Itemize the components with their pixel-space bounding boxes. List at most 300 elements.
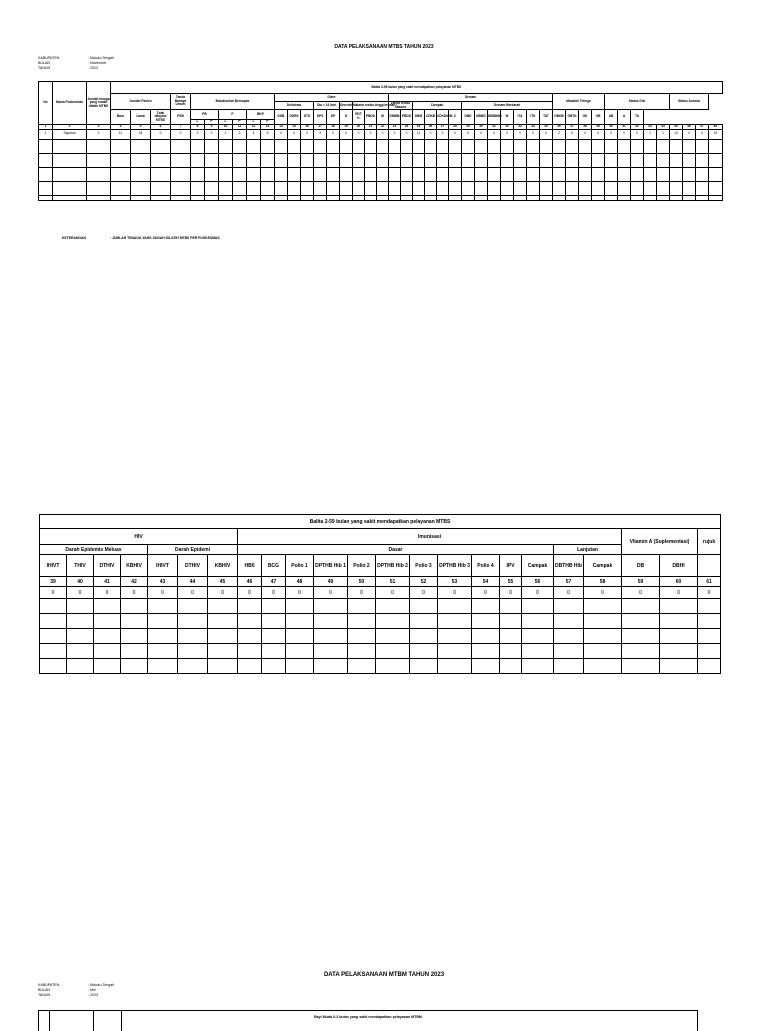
column-number: 6 — [151, 124, 171, 129]
column-number: 4 — [111, 124, 131, 129]
data-cell: 0 — [171, 129, 191, 139]
column-number: 22 — [377, 124, 389, 129]
column-number: 42 — [121, 577, 148, 587]
column-number: 46 — [238, 577, 262, 587]
empty-cell — [584, 659, 622, 674]
subheader-lp: L — [219, 120, 233, 125]
column-number: 59 — [622, 577, 660, 587]
empty-cell — [449, 139, 462, 153]
data-cell: 19 — [709, 129, 723, 139]
column-number: 48 — [286, 577, 314, 587]
col-no: No — [39, 82, 53, 125]
empty-cell — [261, 139, 275, 153]
data-cell: 0 — [401, 129, 413, 139]
meta-value: : Mei — [88, 988, 96, 992]
header-rujuk: rujuk — [698, 529, 721, 555]
header-pb: PB — [191, 110, 219, 120]
empty-cell — [584, 614, 622, 629]
meta-label: TAHUN — [38, 66, 51, 70]
header-darah-epidemi: Darah Epidemi — [148, 545, 238, 555]
column-header: IHIVT — [40, 555, 67, 577]
column-number: 43 — [148, 577, 178, 587]
empty-cell — [40, 659, 67, 674]
empty-cell — [401, 167, 413, 181]
empty-cell — [644, 153, 657, 167]
column-number: 53 — [438, 577, 472, 587]
empty-cell — [353, 167, 365, 181]
empty-cell — [553, 167, 566, 181]
empty-cell — [94, 629, 121, 644]
empty-cell — [219, 167, 233, 181]
data-cell: 0 — [327, 129, 340, 139]
header-diare: Diare — [275, 94, 389, 102]
subheader-cell: GK — [579, 110, 592, 125]
subheader-cell: TAT — [540, 110, 553, 125]
empty-cell — [314, 167, 327, 181]
empty-cell — [462, 195, 475, 200]
empty-cell — [131, 167, 151, 181]
empty-cell — [148, 629, 178, 644]
table-row — [40, 587, 721, 599]
column-number: 54 — [472, 577, 500, 587]
column-number: 35 — [540, 124, 553, 129]
empty-cell — [389, 153, 401, 167]
column-header: Polio 1 — [286, 555, 314, 577]
empty-cell — [438, 659, 472, 674]
subheader-cell: DBD — [462, 110, 475, 125]
empty-cell — [554, 644, 584, 659]
data-cell: 0 — [340, 129, 353, 139]
empty-cell — [644, 167, 657, 181]
empty-cell — [660, 659, 698, 674]
empty-cell — [488, 139, 501, 153]
empty-cell — [286, 629, 314, 644]
column-number: 3 — [87, 124, 111, 129]
empty-cell — [191, 181, 205, 195]
data-cell: 0 — [288, 129, 301, 139]
empty-cell — [413, 181, 425, 195]
empty-cell — [275, 167, 288, 181]
empty-cell — [592, 153, 605, 167]
empty-cell — [660, 599, 698, 614]
data-cell: 0 — [618, 129, 631, 139]
empty-cell — [670, 181, 683, 195]
empty-cell — [683, 181, 696, 195]
subheader-cell: DTD — [301, 110, 314, 125]
data-cell: 0 — [121, 587, 148, 599]
column-number: 51 — [376, 577, 410, 587]
data-cell: 11 — [413, 129, 425, 139]
empty-cell — [111, 181, 131, 195]
empty-cell — [540, 181, 553, 195]
empty-cell — [67, 644, 94, 659]
empty-cell — [314, 614, 348, 629]
subheader-cell: MDBD — [475, 110, 488, 125]
column-header: KBHIV — [208, 555, 238, 577]
empty-cell — [709, 195, 723, 200]
column-number: 12 — [247, 124, 261, 129]
empty-cell — [39, 153, 53, 167]
column-number: 52 — [410, 577, 438, 587]
column-header: IHIVT — [148, 555, 178, 577]
header-imunisasi: Imunisasi — [238, 529, 622, 545]
empty-cell — [605, 195, 618, 200]
empty-cell — [644, 195, 657, 200]
empty-cell — [94, 644, 121, 659]
empty-cell — [605, 139, 618, 153]
column-header: DBTHB Hib — [554, 555, 584, 577]
empty-cell — [657, 139, 670, 153]
empty-cell — [437, 181, 449, 195]
data-cell: 0 — [683, 129, 696, 139]
empty-cell — [501, 195, 514, 200]
subheader-cell: ITA — [514, 110, 527, 125]
empty-cell — [413, 167, 425, 181]
empty-cell — [618, 139, 631, 153]
empty-cell — [301, 139, 314, 153]
empty-cell — [553, 153, 566, 167]
data-cell: 0 — [205, 129, 219, 139]
empty-cell — [262, 644, 286, 659]
empty-cell — [365, 153, 377, 167]
column-number: 13 — [261, 124, 275, 129]
data-cell: 0 — [348, 587, 376, 599]
empty-cell — [208, 629, 238, 644]
empty-cell — [288, 181, 301, 195]
empty-cell — [657, 167, 670, 181]
data-cell: 0 — [87, 129, 111, 139]
empty-cell — [261, 167, 275, 181]
header-malaria: Malaria resiko tinggi/rendah — [353, 102, 389, 110]
empty-cell — [40, 614, 67, 629]
empty-cell — [622, 659, 660, 674]
empty-cell — [683, 139, 696, 153]
table-row-empty — [40, 644, 721, 659]
empty-cell — [275, 153, 288, 167]
meta-value: : 2023 — [88, 66, 98, 70]
empty-cell — [618, 167, 631, 181]
header-psb: PSB — [171, 110, 191, 125]
empty-cell — [437, 195, 449, 200]
column-number: 60 — [660, 577, 698, 587]
column-header: BCG — [262, 555, 286, 577]
empty-cell — [94, 659, 121, 674]
empty-cell — [205, 153, 219, 167]
column-number: 39 — [592, 124, 605, 129]
empty-cell — [111, 139, 131, 153]
header-tanda-bahaya: Tanda Bahaya Umum — [171, 94, 191, 110]
column-number: 29 — [462, 124, 475, 129]
empty-cell — [462, 139, 475, 153]
empty-cell — [438, 614, 472, 629]
data-cell: 11 — [111, 129, 131, 139]
empty-cell — [301, 153, 314, 167]
empty-cell — [579, 139, 592, 153]
column-number: 21 — [365, 124, 377, 129]
column-number: 48 — [709, 124, 723, 129]
subheader-cell: A — [618, 110, 631, 125]
empty-cell — [348, 614, 376, 629]
col-jumlah-tenaga: Jumlah tenaga yang sudah dilatih MTBS — [87, 82, 111, 125]
meta-label: KABUPATEN — [38, 983, 60, 987]
header-darah-meluas: Darah Epidemis Meluas — [40, 545, 148, 555]
empty-cell — [644, 181, 657, 195]
empty-cell — [261, 153, 275, 167]
empty-cell — [514, 139, 527, 153]
empty-cell — [566, 181, 579, 195]
empty-cell — [605, 153, 618, 167]
empty-cell — [501, 139, 514, 153]
column-header: DPTHB Hib 1 — [314, 555, 348, 577]
header-batuk: Batuk/sukar Bernapas — [191, 94, 275, 110]
table-row-empty — [39, 167, 723, 181]
data-cell: 0 — [540, 129, 553, 139]
empty-cell — [514, 195, 527, 200]
empty-cell — [377, 153, 389, 167]
data-cell: 3 — [233, 129, 247, 139]
empty-cell — [683, 153, 696, 167]
empty-cell — [553, 195, 566, 200]
subheader-lp: P — [205, 120, 219, 125]
header-masalah-telinga: Masalah Telinga — [553, 94, 605, 110]
empty-cell — [39, 139, 53, 153]
empty-cell — [376, 629, 410, 644]
header-dehidrasi: Dehidrasi — [275, 102, 314, 110]
data-cell: 0 — [438, 587, 472, 599]
meta-label: KABUPATEN — [38, 56, 60, 60]
empty-cell — [683, 195, 696, 200]
empty-cell — [286, 659, 314, 674]
empty-cell — [219, 153, 233, 167]
empty-cell — [410, 614, 438, 629]
empty-cell — [500, 629, 522, 644]
empty-cell — [522, 599, 554, 614]
empty-cell — [410, 629, 438, 644]
column-number: 25 — [413, 124, 425, 129]
empty-cell — [151, 181, 171, 195]
empty-cell — [238, 659, 262, 674]
page-title-mtbm: DATA PELAKSANAAN MTBM TAHUN 2023 — [323, 972, 445, 978]
column-number: 16 — [301, 124, 314, 129]
table-row-empty — [39, 153, 723, 167]
header-disentri: Disentri — [340, 102, 353, 110]
empty-cell — [233, 153, 247, 167]
empty-cell — [151, 167, 171, 181]
data-cell: 14 — [670, 129, 683, 139]
empty-cell — [111, 167, 131, 181]
mtbs-table — [38, 81, 723, 201]
column-header: DPTHB Hib 2 — [376, 555, 410, 577]
empty-cell — [438, 629, 472, 644]
empty-cell — [514, 181, 527, 195]
empty-cell — [208, 659, 238, 674]
empty-cell — [540, 195, 553, 200]
data-cell: 0 — [425, 129, 437, 139]
empty-cell — [500, 599, 522, 614]
column-number: 31 — [488, 124, 501, 129]
column-number: 19 — [340, 124, 353, 129]
empty-cell — [605, 181, 618, 195]
empty-cell — [327, 195, 340, 200]
column-header: HB0 — [238, 555, 262, 577]
empty-cell — [425, 139, 437, 153]
empty-cell — [178, 599, 208, 614]
data-cell: 0 — [475, 129, 488, 139]
empty-cell — [111, 195, 131, 200]
column-header: Polio 3 — [410, 555, 438, 577]
empty-cell — [522, 614, 554, 629]
column-header — [698, 555, 721, 577]
data-cell: 0 — [314, 587, 348, 599]
subheader-cell: DDRS — [288, 110, 301, 125]
empty-cell — [698, 629, 721, 644]
empty-cell — [696, 195, 709, 200]
data-cell: 0 — [514, 129, 527, 139]
empty-cell — [171, 139, 191, 153]
empty-cell — [566, 167, 579, 181]
report-meta-mtbm — [38, 983, 114, 998]
data-cell: 0 — [500, 587, 522, 599]
empty-cell — [171, 167, 191, 181]
column-header: KBHIV — [121, 555, 148, 577]
data-cell: 0 — [660, 587, 698, 599]
empty-cell — [301, 195, 314, 200]
empty-cell — [584, 629, 622, 644]
column-number: 23 — [389, 124, 401, 129]
empty-cell — [53, 139, 87, 153]
empty-cell — [698, 614, 721, 629]
column-number: 10 — [219, 124, 233, 129]
data-cell: 0 — [527, 129, 540, 139]
column-number: 45 — [208, 577, 238, 587]
empty-cell — [449, 153, 462, 167]
empty-cell — [233, 195, 247, 200]
empty-cell — [261, 195, 275, 200]
empty-cell — [148, 644, 178, 659]
empty-cell — [657, 181, 670, 195]
empty-cell — [314, 195, 327, 200]
empty-cell — [413, 153, 425, 167]
empty-cell — [579, 195, 592, 200]
subheader-lp: P — [261, 120, 275, 125]
empty-cell — [40, 644, 67, 659]
empty-cell — [340, 195, 353, 200]
empty-cell — [553, 181, 566, 195]
empty-cell — [131, 181, 151, 195]
data-cell: 0 — [554, 587, 584, 599]
empty-cell — [171, 195, 191, 200]
column-number: 34 — [527, 124, 540, 129]
data-cell: 2 — [219, 129, 233, 139]
subheader-cell: M — [501, 110, 514, 125]
meta-label: TAHUN — [38, 993, 51, 997]
column-header: DBHI — [660, 555, 698, 577]
empty-cell — [376, 644, 410, 659]
data-cell: 2 — [553, 129, 566, 139]
empty-cell — [554, 614, 584, 629]
data-cell: 0 — [592, 129, 605, 139]
empty-cell — [261, 181, 275, 195]
empty-cell — [247, 139, 261, 153]
header-vitamin-a: Vitamin A (Suplementasi) — [622, 529, 698, 555]
column-number: 49 — [314, 577, 348, 587]
empty-cell — [365, 139, 377, 153]
empty-cell — [87, 181, 111, 195]
column-number: 15 — [288, 124, 301, 129]
data-cell: 0 — [376, 587, 410, 599]
mtbm-top-header: Bayi Muda 0-2 bulan yang sakit mendapatkan pelayanan MTBM — [314, 1015, 422, 1019]
header-baru: Baru — [111, 110, 131, 125]
empty-cell — [121, 599, 148, 614]
empty-cell — [566, 153, 579, 167]
data-cell: 1 — [657, 129, 670, 139]
column-number: 18 — [327, 124, 340, 129]
column-number: 20 — [353, 124, 365, 129]
subheader-cell: PBDD — [401, 110, 413, 125]
empty-cell — [413, 139, 425, 153]
column-number: 50 — [348, 577, 376, 587]
empty-cell — [67, 629, 94, 644]
empty-cell — [301, 167, 314, 181]
subheader-cell: ITK — [527, 110, 540, 125]
empty-cell — [500, 659, 522, 674]
data-cell: 1 — [39, 129, 53, 139]
data-cell: Saparua — [53, 129, 87, 139]
empty-cell — [554, 659, 584, 674]
subheader-cell: RDT +/- — [353, 110, 365, 125]
imunisasi-table — [39, 514, 721, 674]
empty-cell — [191, 139, 205, 153]
column-header: Polio 2 — [348, 555, 376, 577]
empty-cell — [40, 599, 67, 614]
empty-cell — [121, 614, 148, 629]
empty-cell — [178, 644, 208, 659]
column-header: DTHIV — [94, 555, 121, 577]
empty-cell — [540, 139, 553, 153]
empty-cell — [286, 599, 314, 614]
empty-cell — [553, 139, 566, 153]
empty-cell — [475, 167, 488, 181]
data-cell: 0 — [40, 587, 67, 599]
subheader-cell: DMBM — [389, 110, 401, 125]
empty-cell — [389, 181, 401, 195]
empty-cell — [475, 195, 488, 200]
header-diare-14: Dia > 14 hari — [314, 102, 340, 110]
empty-cell — [262, 599, 286, 614]
empty-cell — [327, 167, 340, 181]
empty-cell — [605, 167, 618, 181]
empty-cell — [238, 644, 262, 659]
empty-cell — [148, 659, 178, 674]
data-cell: 0 — [462, 129, 475, 139]
empty-cell — [151, 139, 171, 153]
empty-cell — [205, 139, 219, 153]
column-number: 41 — [618, 124, 631, 129]
data-cell: 0 — [301, 129, 314, 139]
column-number: 55 — [500, 577, 522, 587]
meta-value: : November — [88, 61, 107, 65]
empty-cell — [233, 139, 247, 153]
data-cell: 0 — [566, 129, 579, 139]
column-number: 58 — [584, 577, 622, 587]
empty-cell — [514, 153, 527, 167]
empty-cell — [233, 167, 247, 181]
empty-cell — [262, 629, 286, 644]
header-jumlah-pasien: Jumlah Pasien — [111, 94, 171, 110]
empty-cell — [67, 659, 94, 674]
subheader-cell: C — [449, 110, 462, 125]
empty-cell — [554, 599, 584, 614]
